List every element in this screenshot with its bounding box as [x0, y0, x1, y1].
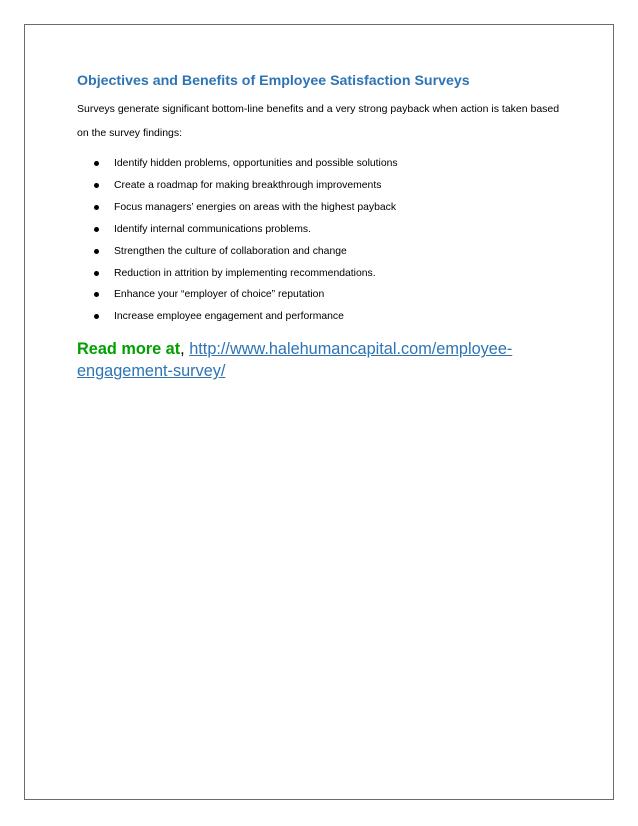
bullet-icon — [94, 205, 99, 210]
intro-paragraph: Surveys generate significant bottom-line benefits and a very strong payback when action is taken based on the survey findings: — [77, 103, 560, 139]
list-item-text: Focus managers’ energies on areas with the highest payback — [114, 201, 397, 213]
list-item — [77, 197, 577, 219]
bullet-icon — [94, 183, 99, 188]
bullet-icon — [94, 271, 99, 276]
list-item-text: Reduction in attrition by implementing recommendations. — [114, 267, 376, 279]
list-item-text: Increase employee engagement and performance — [114, 311, 344, 323]
page-heading: Objectives and Benefits of Employee Satisfaction Surveys — [77, 73, 470, 89]
read-more-link-line2: engagement-survey/ — [77, 362, 226, 381]
bullet-icon — [94, 249, 99, 254]
list-item-text: Create a roadmap for making breakthrough improvements — [114, 179, 382, 191]
list-item-text: Identify internal communications problems. — [114, 223, 311, 235]
list-item — [77, 153, 577, 175]
list-item — [77, 175, 577, 197]
list-item — [77, 263, 577, 285]
bullet-icon — [94, 292, 99, 297]
read-more-link-line1: http://www.halehumancapital.com/employee- — [189, 340, 513, 359]
list-item — [77, 306, 577, 328]
list-item-text: Identify hidden problems, opportunities and possible solutions — [114, 158, 398, 169]
benefits-list — [77, 153, 577, 328]
list-item — [77, 241, 577, 263]
bullet-icon — [94, 227, 99, 232]
bullet-icon — [94, 314, 99, 319]
list-item-text: Strengthen the culture of collaboration and change — [114, 245, 347, 257]
bullet-icon — [94, 161, 99, 166]
list-item — [77, 219, 577, 241]
list-item-text: Enhance your “employer of choice” reputation — [114, 289, 325, 301]
read-more-separator: , — [180, 340, 185, 359]
read-more-label: Read more at — [77, 340, 181, 359]
list-item — [77, 284, 577, 306]
page-content — [77, 72, 577, 382]
read-more — [77, 338, 547, 382]
